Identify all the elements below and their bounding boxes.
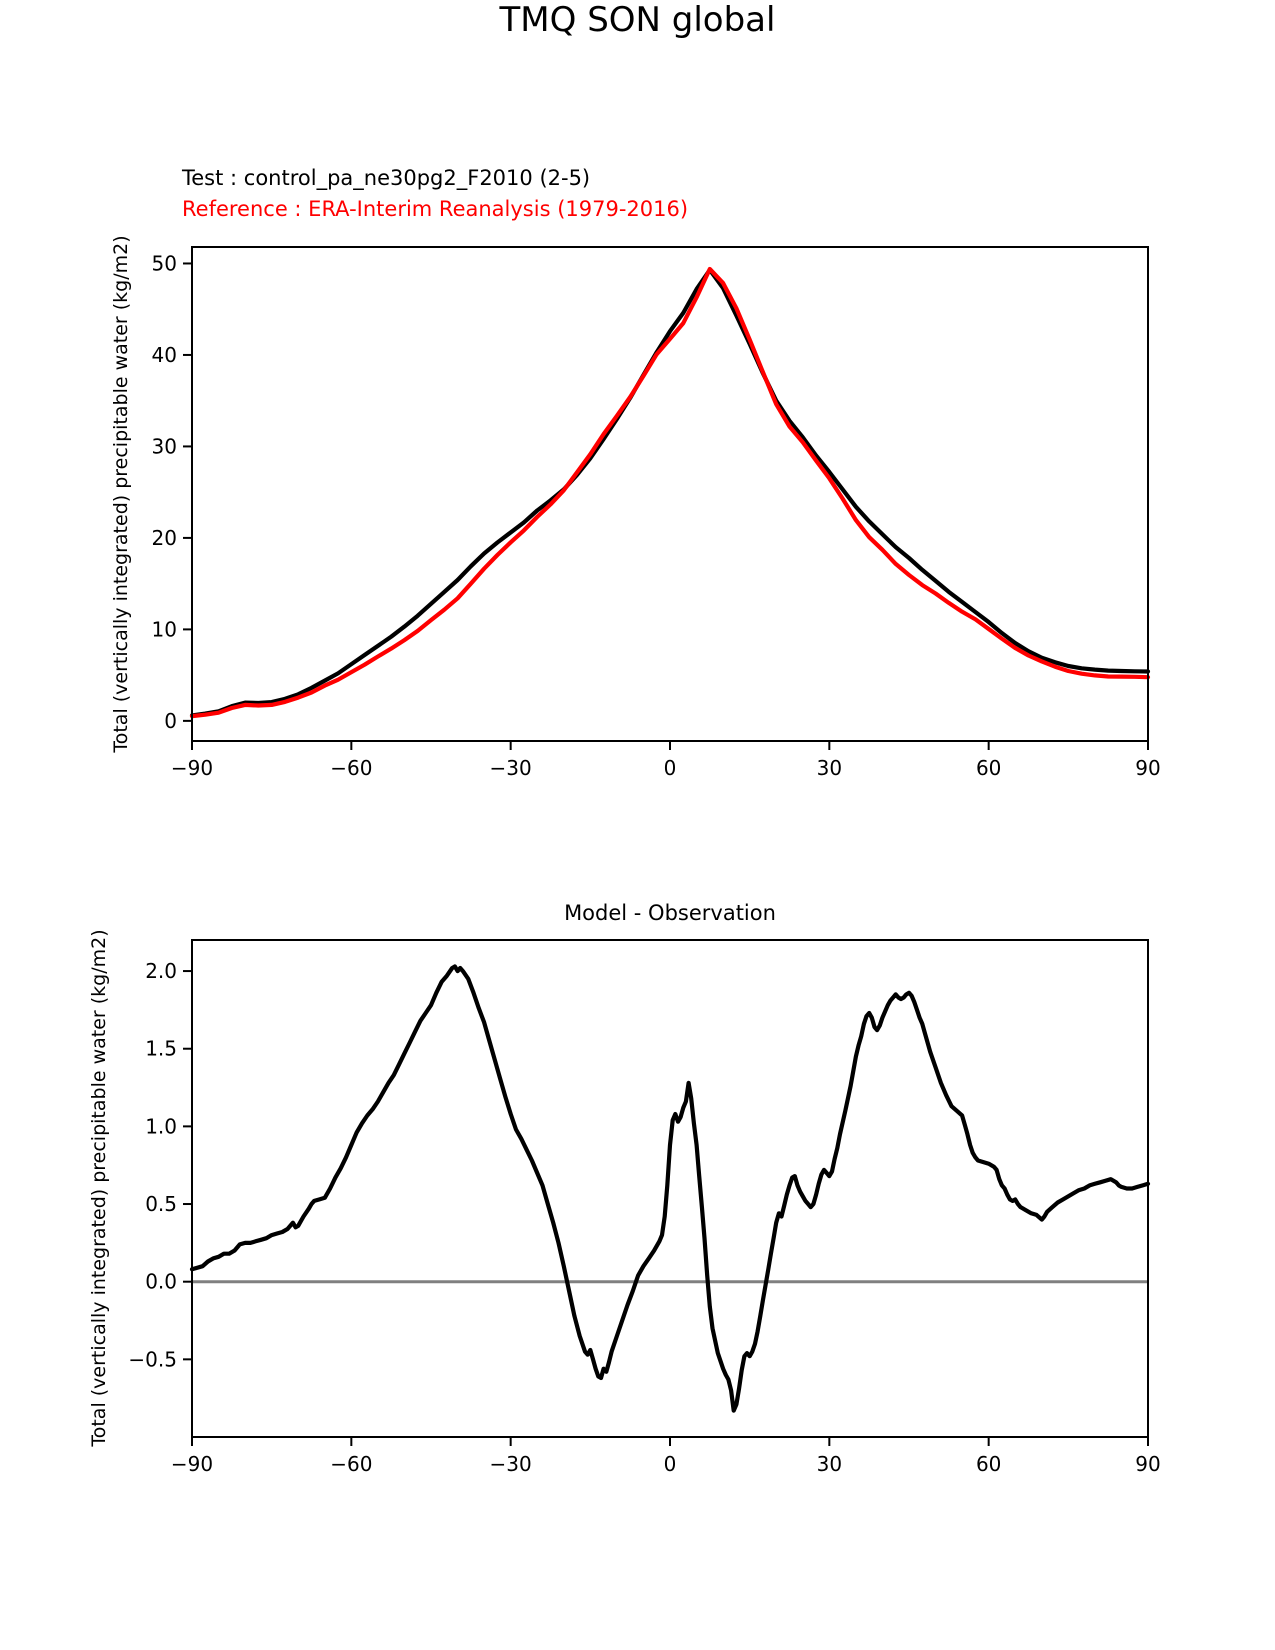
x-tick-label: −30 — [489, 1452, 532, 1476]
x-tick-label: 60 — [975, 1452, 1002, 1476]
y-tick-label: −0.5 — [128, 1347, 177, 1372]
axes-frame — [192, 247, 1148, 741]
reference-series-line — [192, 269, 1148, 716]
y-tick-label: 10 — [151, 617, 177, 642]
top-plot-ylabel: Total (vertically integrated) precipitable water (kg/m2) — [110, 235, 132, 753]
y-tick-label: 0.0 — [145, 1269, 177, 1294]
x-tick-label: 0 — [663, 756, 677, 780]
x-tick-label: 30 — [816, 756, 843, 780]
x-tick-label: 30 — [816, 1452, 843, 1476]
y-tick-label: 0.5 — [145, 1192, 177, 1217]
x-tick-label: 90 — [1135, 756, 1161, 780]
bottom-plot-ylabel: Total (vertically integrated) precipitable water (kg/m2) — [88, 929, 110, 1447]
x-tick-label: −90 — [170, 1452, 214, 1476]
x-tick-label: −90 — [170, 756, 214, 780]
y-tick-label: 50 — [151, 251, 177, 276]
x-tick-label: −60 — [330, 1452, 373, 1476]
y-tick-label: 1.5 — [145, 1036, 177, 1061]
legend-reference-label: Reference : ERA-Interim Reanalysis (1979-2016) — [182, 197, 689, 221]
x-tick-label: −30 — [489, 756, 532, 780]
y-tick-label: 1.0 — [145, 1114, 177, 1139]
legend-test-label: Test : control_pa_ne30pg2_F2010 (2-5) — [182, 166, 591, 190]
y-tick-label: 40 — [151, 342, 177, 367]
y-tick-label: 30 — [151, 434, 177, 459]
x-tick-label: 60 — [975, 756, 1002, 780]
diff-plot-title: Model - Observation — [564, 901, 776, 925]
x-tick-label: −60 — [330, 756, 373, 780]
x-tick-label: 0 — [663, 1452, 677, 1476]
figure-title: TMQ SON global — [499, 0, 776, 40]
x-tick-label: 90 — [1135, 1452, 1161, 1476]
y-tick-label: 20 — [151, 525, 177, 550]
y-tick-label: 2.0 — [145, 959, 177, 984]
y-tick-label: 0 — [164, 708, 177, 733]
difference-series-line — [192, 966, 1148, 1410]
